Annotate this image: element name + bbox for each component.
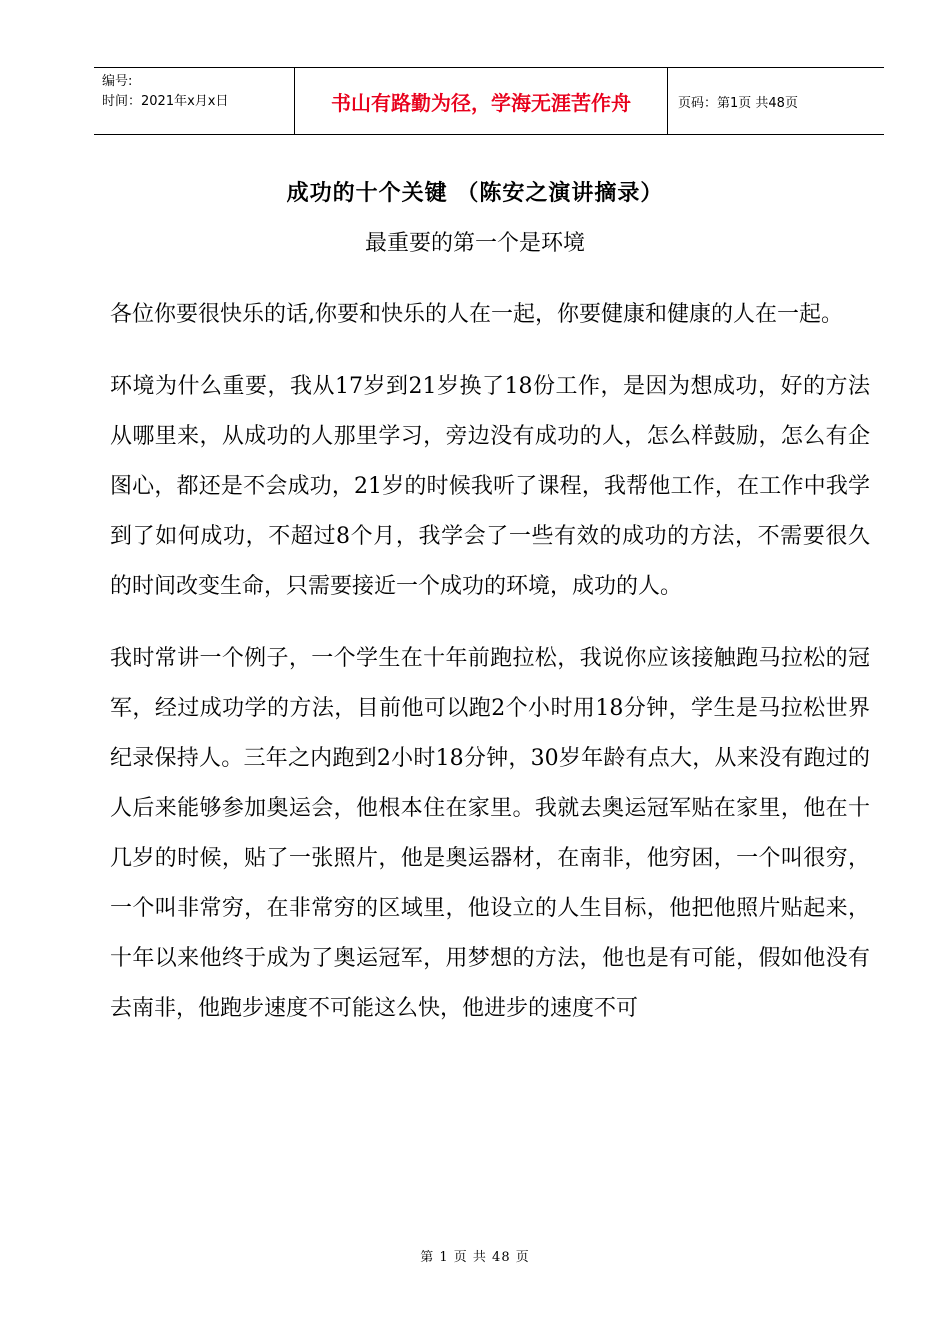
document-body [110,290,870,1056]
number-label: 编号: [102,74,133,89]
paragraph: 我时常讲一个例子，一个学生在十年前跑拉松，我说你应该接触跑马拉松的冠军，经过成功学的方法，目前他可以跑2个小时用18分钟，学生是马拉松世界纪录保持人。三年之内跑到2小时18分钟，30岁年龄有点大，从来没有跑过的人后来能够参加奥运会，他根本住在家里。我就去奥运冠军贴在家里，他在十几岁的时候，贴了一张照片，他是奥运器材，在南非，他穷困，一个叫很穷，一个叫非常穷，在非常穷的区域里，他设立的人生目标，他把他照片贴起来，十年以来他终于成为了奥运冠军，用梦想的方法，他也是有可能，假如他没有去南非，他跑步速度不可能这么快，他进步的速度不可 [110,646,870,1021]
document-header [94,67,884,135]
paragraph: 各位你要很快乐的话,你要和快乐的人在一起，你要健康和健康的人在一起。 [110,302,843,327]
document-subtitle: 最重要的第一个是环境 [364,231,585,256]
header-motto: 书山有路勤为径，学海无涯苦作舟 [294,68,668,134]
time-label: 时间：2021年x月x日 [102,94,229,109]
paragraph: 环境为什么重要，我从17岁到21岁换了18份工作，是因为想成功，好的方法从哪里来，从成功的人那里学习，旁边没有成功的人，怎么样鼓励，怎么有企图心，都还是不会成功，21岁的时候我听了课程，我帮他工作，在工作中我学到了如何成功，不超过8个月，我学会了一些有效的成功的方法，不需要很久的时间改变生命，只需要接近一个成功的环境，成功的人。 [110,374,870,599]
header-page-label: 页码：第1页 共48页 [678,95,798,111]
document-title: 成功的十个关键 （陈安之演讲摘录） [286,180,664,206]
header-meta [94,68,294,134]
page-footer: 第 1 页 共 48 页 [420,1250,530,1265]
